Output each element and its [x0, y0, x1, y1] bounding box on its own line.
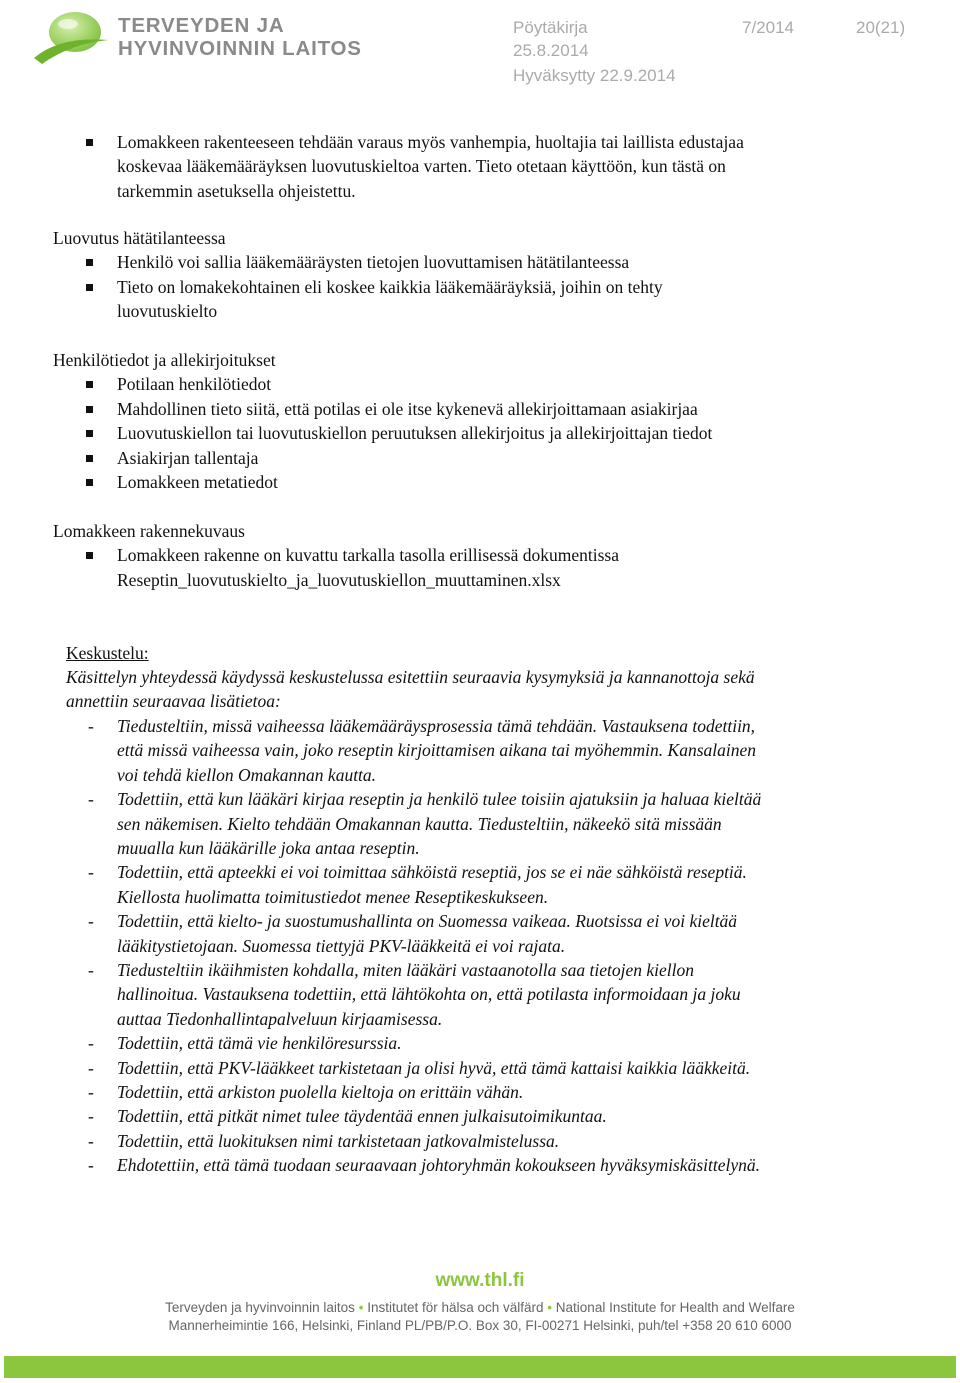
section-heading: Lomakkeen rakennekuvaus [53, 521, 245, 541]
approved-date: Hyväksytty 22.9.2014 [513, 66, 676, 85]
bullet-line: Mahdollinen tieto siitä, että potilas ei ole itse kykenevä allekirjoittamaan asiakirjaa [117, 398, 698, 419]
discussion-item-line: Todettiin, että tämä vie henkilöresurssia. [117, 1033, 402, 1054]
footer-org-en: National Institute for Health and Welfare [555, 1300, 795, 1315]
footer-bullet: • [547, 1300, 553, 1315]
discussion-item-line: muualla kun lääkärille joka antaa reseptin. [117, 838, 420, 858]
discussion-item-line: hallinoitua. Vastauksena todettiin, että lähtökohta on, että potilasta informoidaan ja joku [117, 984, 741, 1005]
discussion-dash: - [88, 1130, 94, 1151]
bullet-line: Reseptin_luovutuskielto_ja_luovutuskiellon_muuttaminen.xlsx [117, 569, 561, 590]
discussion-title: Keskustelu: [66, 643, 149, 663]
page-number: 20(21) [856, 18, 906, 37]
bullet-square-icon [86, 139, 93, 146]
bullet-square-icon [86, 406, 93, 413]
discussion-dash: - [88, 1155, 94, 1176]
discussion-dash: - [88, 960, 94, 980]
discussion-item-line: että missä vaiheessa vain, joko reseptin kirjoittamisen aikana tai myöhemmin. Kansalainen [117, 740, 756, 761]
discussion-dash: - [88, 1033, 94, 1054]
footer-org-fi: Terveyden ja hyvinvoinnin laitos [165, 1300, 355, 1315]
discussion-item-line: Todettiin, että luokituksen nimi tarkistetaan jatkovalmistelussa. [117, 1130, 560, 1151]
discussion-dash: - [88, 789, 94, 810]
bullet-square-icon [86, 430, 93, 437]
bullet-square-icon [86, 479, 93, 486]
footer-url: www.thl.fi [435, 1270, 525, 1291]
footer-address: Mannerheimintie 166, Helsinki, Finland PL/PB/P.O. Box 30, FI-00271 Helsinki, puh/tel +358 20 610 6000 [168, 1318, 792, 1333]
intro-bullet-line: tarkemmin asetuksella ohjeistettu. [117, 180, 356, 201]
footer-bar [4, 1356, 956, 1378]
discussion-dash: - [88, 1106, 94, 1127]
bullet-line: Lomakkeen metatiedot [117, 472, 278, 492]
bullet-square-icon [86, 259, 93, 266]
discussion-item-line: Tiedusteltiin, missä vaiheessa lääkemääräysprosessia tämä tehdään. Vastauksena todettiin, [117, 716, 756, 736]
discussion-intro-line: Käsittelyn yhteydessä käydyssä keskustelussa esitettiin seuraavia kysymyksiä ja kannanottoja sekä [66, 667, 755, 687]
page-header [0, 0, 960, 100]
thl-logo-icon [30, 6, 112, 66]
discussion-item-line: Todettiin, että apteekki ei voi toimittaa sähköistä reseptiä, jos se ei näe sähköistä reseptiä. [117, 862, 747, 883]
bullet-square-icon [86, 552, 93, 559]
discussion-dash: - [88, 1057, 94, 1078]
footer-org-sv: Institutet för hälsa och välfärd [367, 1300, 544, 1315]
bullet-square-icon [86, 455, 93, 462]
discussion-dash: - [88, 716, 94, 736]
bullet-line: Tieto on lomakekohtainen eli koskee kaikkia lääkemääräyksiä, joihin on tehty [117, 276, 663, 297]
intro-bullet-line: Lomakkeen rakenteeseen tehdään varaus myös vanhempia, huoltajia tai laillista edustajaa [117, 132, 744, 152]
bullet-line: Luovutuskiellon tai luovutuskiellon peruutuksen allekirjoitus ja allekirjoittajan tiedot [117, 423, 713, 444]
org-name-line1: TERVEYDEN JA [118, 14, 285, 37]
footer-bullet: • [358, 1300, 364, 1315]
intro-bullet-line: koskevaa lääkemääräyksen luovutuskieltoa varten. Tieto otetaan käyttöön, kun tästä on [117, 156, 726, 177]
discussion-item-line: voi tehdä kiellon Omakannan kautta. [117, 764, 377, 785]
doc-type: Pöytäkirja [513, 18, 588, 37]
bullet-square-icon [86, 381, 93, 388]
discussion-dash: - [88, 911, 94, 932]
bullet-line: Lomakkeen rakenne on kuvattu tarkalla tasolla erillisessä dokumentissa [117, 545, 619, 566]
org-name-line2: HYVINVOINNIN LAITOS [118, 37, 362, 60]
discussion-item-line: Todettiin, että arkiston puolella kieltoja on erittäin vähän. [117, 1082, 524, 1102]
doc-number: 7/2014 [742, 18, 794, 37]
org-name [118, 14, 362, 60]
discussion-item-line: Todettiin, että kun lääkäri kirjaa reseptin ja henkilö tulee toisiin ajatuksiin ja haluaa kieltää [117, 789, 762, 810]
bullet-line: luovutuskielto [117, 301, 218, 322]
discussion-item-line: Tiedusteltiin ikäihmisten kohdalla, miten lääkäri vastaanotolla saa tietojen kiellon [117, 960, 694, 980]
discussion-item-line: Ehdotettiin, että tämä tuodaan seuraavaan johtoryhmän kokoukseen hyväksymiskäsittelynä. [117, 1155, 760, 1176]
discussion-item-line: Todettiin, että PKV-lääkkeet tarkistetaan ja olisi hyvä, että tämä kattaisi kaikkia lääkkeitä. [117, 1057, 751, 1078]
bullet-line: Henkilö voi sallia lääkemääräysten tietojen luovuttamisen hätätilanteessa [117, 252, 630, 273]
bullet-line: Asiakirjan tallentaja [117, 447, 259, 468]
bullet-square-icon [86, 284, 93, 291]
discussion-item-line: Todettiin, että pitkät nimet tulee täydentää ennen julkaisutoimikuntaa. [117, 1106, 607, 1127]
discussion-item-line: lääkitystietojaan. Suomessa tiettyjä PKV-lääkkeitä ei voi rajata. [117, 935, 566, 956]
discussion-item-line: auttaa Tiedonhallintapalveluun kirjaamisessa. [117, 1008, 443, 1029]
footer-org-line [0, 1300, 960, 1315]
discussion-item-line: Kiellosta huolimatta toimitustiedot menee Reseptikeskukseen. [117, 886, 549, 907]
bullet-line: Potilaan henkilötiedot [117, 374, 272, 395]
doc-date: 25.8.2014 [513, 41, 589, 60]
section-heading: Henkilötiedot ja allekirjoitukset [53, 350, 276, 370]
discussion-item-line: Todettiin, että kielto- ja suostumushallinta on Suomessa vaikeaa. Ruotsissa ei voi kieltää [117, 911, 738, 932]
discussion-dash: - [88, 1082, 94, 1102]
discussion-item-line: sen näkemisen. Kielto tehdään Omakannan kautta. Tiedusteltiin, näkeekö sitä missään [117, 813, 722, 834]
section-heading: Luovutus hätätilanteessa [53, 228, 226, 248]
discussion-intro-line: annettiin seuraavaa lisätietoa: [66, 691, 281, 712]
discussion-dash: - [88, 862, 94, 883]
